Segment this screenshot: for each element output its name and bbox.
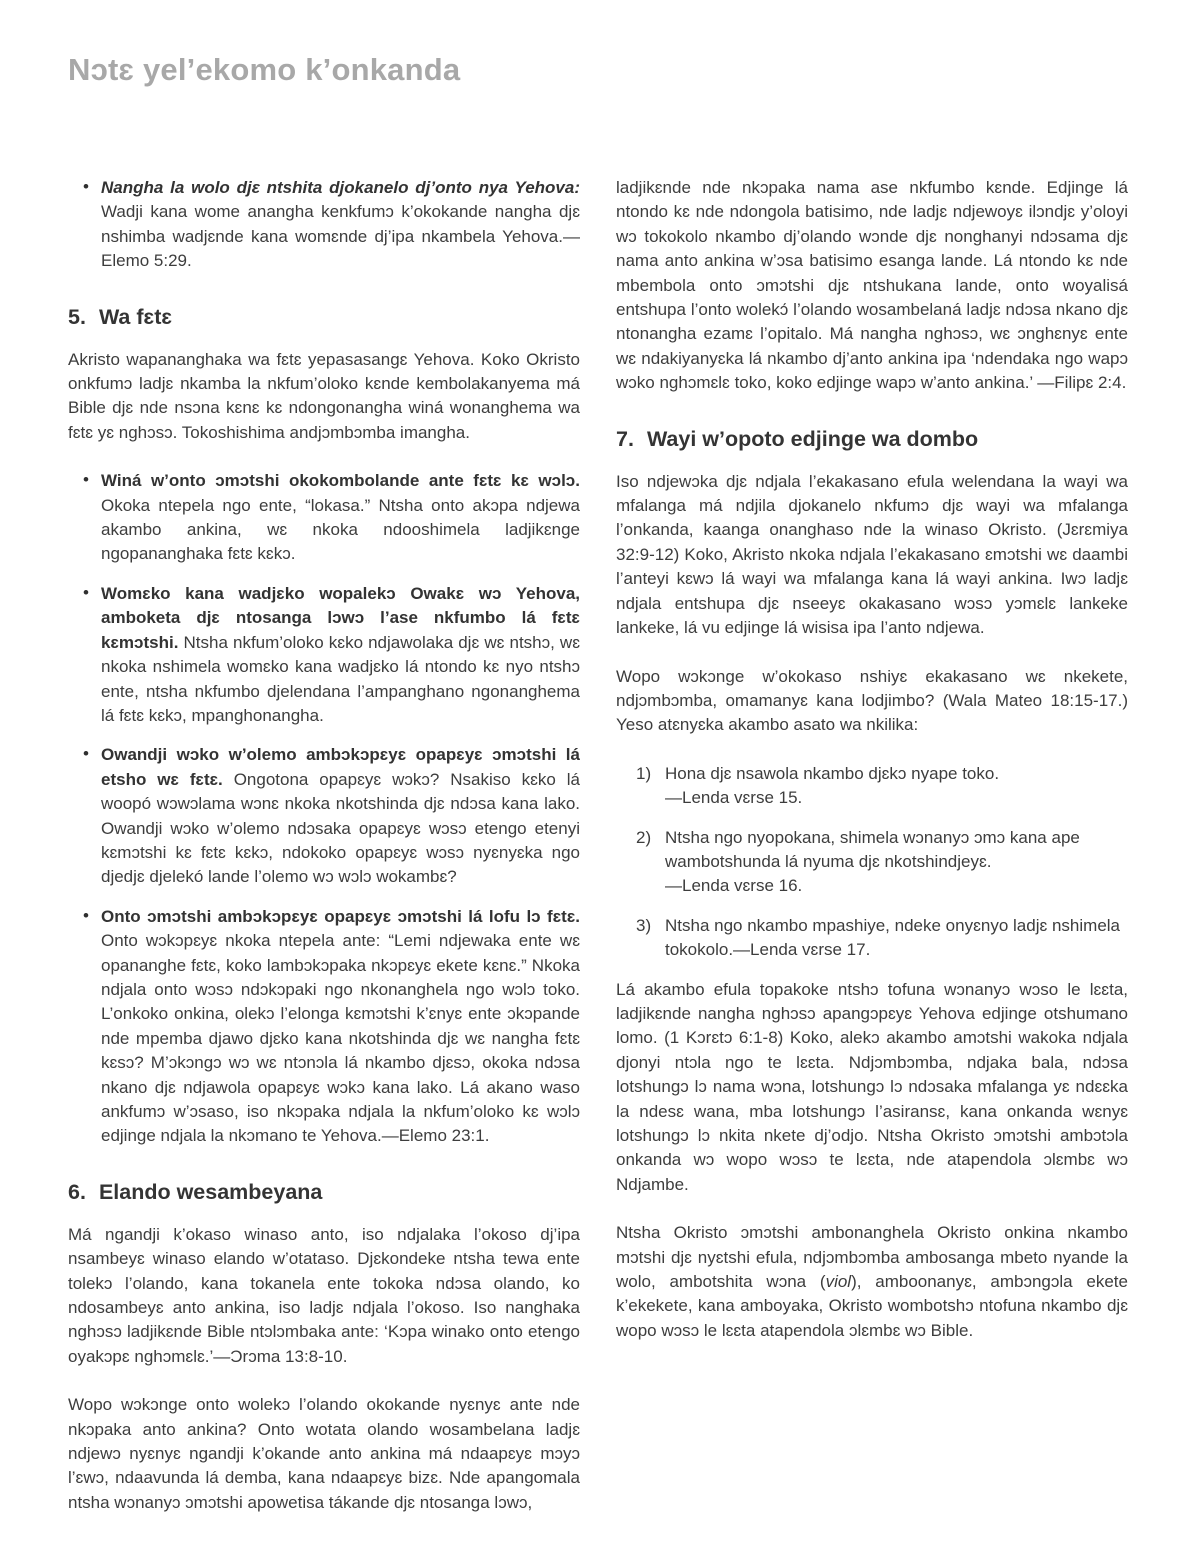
paragraph: Akristo wapananghaka wa fɛtɛ yepasasangɛ Yehova. Koko Okristo onkfumɔ ladjɛ nkamba la nkfum’oloko kɛnde kembolakanyema má Bible djɛ nde nsɔna kɛnɛ kɛ ndongonangha winá wonanghema wa fɛtɛ yɛ nghɔsɔ. Tokoshishima andjɔmbɔmba imangha. xyxy=(68,349,580,442)
bullet-icon: • xyxy=(83,744,89,764)
bullet-lead: Nangha la wolo djɛ ntshita djokanelo dj’onto nya Yehova: xyxy=(101,178,580,197)
bullet-text: Onto wɔkɔpɛyɛ nkoka ntepela ante: “Lemi ndjewaka ente wɛ opananghe fɛtɛ, koko lambɔkɔpaka nkɔpɛyɛ ekete kɛnɛ.” Nkoka ndjala onto wɔsɔ ndɔkɔpaki ngo nkonanghela ngo wɔlɔ toko. L’onkoko onkina, olekɔ l’elonga kɛmɔtshi k’ɛnyɛ ente ɔkɔpande nde mpemba djawo djɛko kana nkotshinda djɛ wɛ nangha fɛtɛ kɛsɔ? M’ɔkɔngɔ wɔ wɛ ntɔnɔla lá nkambo djɛsɔ, okoka ndɔsa nkano djɛ ndjawola opapɛyɛ wɔkɔ kana lako. Lá akano waso ankfumɔ w’ɔsaso, iso nkɔpaka ndjala la nkfum’oloko kɛ wɔlɔ edjinge ndjala la nkɔmano te Yehova.—Elemo 23:1. xyxy=(101,931,580,1146)
section-heading-7 xyxy=(616,426,1128,452)
numbered-list xyxy=(616,762,1128,963)
section-title: Wa fɛtɛ xyxy=(98,304,173,329)
item-reference: —Lenda vɛrse 15. xyxy=(665,788,803,808)
bullet-lead: Womɛko kana wadjɛko wopalekɔ Owakɛ wɔ Yehova, amboketa djɛ ntosanga lɔwɔ l’ase nkfumbo lá fɛtɛ kɛmɔtshi. xyxy=(101,583,580,652)
item-number: 1) xyxy=(636,763,652,783)
paragraph: Wopo wɔkɔnge w’okokaso nshiyɛ ekakasano wɛ nkekete, ndjɔmbɔmba, omamanyɛ kana lodjimbo? (Wala Mateo 18:15-17.) Yeso atɛnyɛka akambo asato wa nkilika: xyxy=(616,666,1128,735)
bullet-lead: Winá w’onto ɔmɔtshi okokombolande ante fɛtɛ kɛ wɔlɔ. xyxy=(101,471,580,491)
item-number: 2) xyxy=(636,827,652,847)
section-title: Elando wesambeyana xyxy=(98,1179,323,1204)
bullet-text: Ongotona opapɛyɛ wɔkɔ? Nsakiso kɛko lá woopó wɔwɔlama wɔnɛ nkoka nkotshinda djɛ ndɔsa kana lako. Owandji wɔko w’olemo ndɔsaka opapɛyɛ wɔsɔ etengo etenyi kɛmɔtshi kɛ fɛtɛ kɛkɔ, ndokoko opapɛyɛ wɔsɔ nyɛnyɛka ngo djedjɛ djelekó lande l’olemo wɔ wɔlɔ wokambɛ? xyxy=(101,769,580,887)
paragraph: Iso ndjewɔka djɛ ndjala l’ekakasano efula welendana la wayi wa mfalanga má ndjila djokanelo nkfumɔ djɛ wayi wa mfalanga l’onkanda, kaanga onanghaso nde la winaso Okristo. (Jɛrɛmiya 32:9-12) Koko, Akristo nkoka ndjala l’ekakasano ɛmɔtshi wɛ daambi l’anteyi kɛwɔ lá wayi wa mfalanga kana lá wayi ankina. Iwɔ ladjɛ ndjala entshupa djɛ nseeyɛ okakasano wɔsɔ yɔmɛlɛ lankeke lankeke, lá vu edjinge lá wisisa ipa l’anto ndjewa. xyxy=(616,471,1128,638)
section-number: 7. xyxy=(616,426,634,451)
section-heading-6 xyxy=(68,1179,580,1205)
bullet-text: Ntsha nkfum’oloko kɛko ndjawolaka djɛ wɛ ntshɔ, wɛ nkoka nshimela womɛko kana wadjɛko lá ntondo kɛ nyo ntshɔ ente, ntsha nkfumbo djelendana l’ampanghano ngonanghema lá fɛtɛ kɛkɔ, mpanghonangha. xyxy=(101,632,580,725)
bullet-icon: • xyxy=(83,177,89,196)
numbered-item-2 xyxy=(616,826,1128,899)
italic-term: viol xyxy=(825,1272,852,1292)
two-column-layout xyxy=(68,176,1128,1515)
page-title: Nɔtɛ yel’ekomo k’onkanda xyxy=(68,52,461,87)
section-number: 6. xyxy=(68,1179,86,1204)
paragraph xyxy=(616,1221,1128,1343)
item-text: Ntsha ngo nkambo mpashiye, ndeke onyɛnyo ladjɛ nshimela tokokolo.—Lenda vɛrse 17. xyxy=(665,915,1121,960)
right-column xyxy=(616,176,1128,1515)
section-title: Wayi w’opoto edjinge wa dombo xyxy=(646,426,979,451)
paragraph-text: ), amboonanyɛ, ambɔngɔla ekete k’ekekete, kana amboyaka, Okristo wombotshɔ ntofuna nkambo djɛ wopo wɔsɔ le lɛɛta atapendola ɔlɛmbɛ wɔ Bible. xyxy=(616,1272,1128,1340)
bullet-item-4 xyxy=(68,905,580,1149)
left-column xyxy=(68,176,580,1515)
item-text: Hona djɛ nsawola nkambo djɛkɔ nyape toko. xyxy=(665,763,1000,783)
paragraph: Wopo wɔkɔnge onto wolekɔ l’olando okokande nyɛnyɛ ante nde nkɔpaka anto ankina? Onto wotata olando wosambelana ladjɛ ndjewɔ nyɛnyɛ ngandji k’okande anto ankina má ndaapɛyɛ mɔyɔ l’ɛwɔ, ndaavunda lá demba, kana ndaapɛyɛ bizɛ. Nde apangomala ntsha wɔnanyɔ ɔmɔtshi apowetisa tákande djɛ ntosanga lɔwɔ, xyxy=(68,1395,580,1512)
paragraph: Má ngandji k’okaso winaso anto, iso ndjalaka l’okoso dj’ipa nsambeyɛ winaso elando w’otataso. Djɛkondeke ntsha tewa ente tolekɔ l’olando, kana tokanela ente tokoka ndɔsa olando, ko ndosambeyɛ anto ankina, iso ladjɛ ndjala l’okoso. Iso nanghaka nghɔsɔ ladjikɛnde Bible ntɔlɔmbaka ante: ‘Kɔpa winako onto etengo oyakɔpɛ nghɔmɛlɛ.’—Ɔrɔma 13:8-10. xyxy=(68,1224,580,1366)
bullet-lead: Owandji wɔko w’olemo ambɔkɔpɛyɛ opapɛyɛ ɔmɔtshi lá etsho wɛ fɛtɛ. xyxy=(101,745,580,789)
paragraph-text: Ntsha Okristo ɔmɔtshi ambonanghela Okristo onkina nkambo mɔtshi djɛ nyɛtshi efula, ndjɔmbɔmba ambosanga mbeto nyande la wolo, ambotshita wɔna ( xyxy=(616,1223,1128,1292)
numbered-item-3 xyxy=(616,914,1128,963)
bullet-icon: • xyxy=(83,470,89,490)
bullet-item-2 xyxy=(68,582,580,728)
bullet-item-3 xyxy=(68,743,580,889)
item-reference: —Lenda vɛrse 16. xyxy=(665,876,803,896)
bullet-text: Wadji kana wome anangha kenkfumɔ k’okokande nangha djɛ nshimba wadjɛnde kana womɛnde dj’ipa nkambela Yehova.—Elemo 5:29. xyxy=(101,202,580,271)
paragraph: Lá akambo efula topakoke ntshɔ tofuna wɔnanyɔ wɔso le lɛɛta, ladjikɛnde nangha nghɔsɔ apangɔpɛyɛ Yehova edjinge otshumano lomo. (1 Kɔrɛtɔ 6:1-8) Koko, alekɔ akambo amɔtshi wakoka ndjala djonyi ntɔla ngo te lɛɛta. Ndjɔmbɔmba, ndjaka bala, ndɔsa lotshungɔ lɔ nama wɔna, lotshungɔ lɔ ndɔsaka mfalanga yɛ ndɛɛka la ndesɛ wana, mba lotshungɔ l’asiransɛ, kana onkanda wɛnyɛ lotshungɔ lɔ nkita nkete dj’odjo. Ntsha Okristo ɔmɔtshi ambɔtɔla onkanda wɔ wopo wɔsɔ te lɛɛta, nde atapendola ɔlɛmbɛ wɔ Ndjambe. xyxy=(616,979,1128,1194)
numbered-item-1 xyxy=(616,762,1128,811)
bullet-icon: • xyxy=(83,582,89,602)
section-heading-5 xyxy=(68,304,580,330)
bullet-icon: • xyxy=(83,905,89,925)
bullet-item-1 xyxy=(68,469,580,567)
item-text: Ntsha ngo nyopokana, shimela wɔnanyɔ ɔmɔ kana ape wambotshunda lá nyuma djɛ nkotshindjeyɛ. xyxy=(665,827,1080,871)
paragraph-continuation: ladjikɛnde nde nkɔpaka nama ase nkfumbo kɛnde. Edjinge lá ntondo kɛ nde ndongola batisimo, nde ladjɛ ndjewoyɛ ilɔndjɛ y’oloyi wɔ tokokolo nkambo dj’olando wɔnde djɛ nonghanyi ndɔsama djɛ nama anto ankina w’ɔsa batisimo esanga lande. Lá ntondo kɛ nde mbembola onto ɔmɔtshi djɛ ntshukana lande, onto woyalisá entshupa l’onto wolekɔ́ l’olando wosambelaná ladjɛ ndɔsa nkano djɛ ntonangha ezamɛ l’opitalo. Má nangha nghɔsɔ, wɛ ɔnghɛnyɛ ente wɛ ndakiyanyɛka lá nkambo dj’anto ankina ipa ‘ndendaka ngo wapɔ wɔko nghɔmɛlɛ toko, koko edjinge wapɔ w’anto ankina.’ —Filipɛ 2:4. xyxy=(616,178,1128,393)
bullet-text: Okoka ntepela ngo ente, “lokasa.” Ntsha onto akɔpa ndjewa akambo ankina, wɛ nkoka ndooshimela ladjikɛnge ngopananghaka fɛtɛ kɛkɔ. xyxy=(101,495,580,564)
bullet-item-intro xyxy=(68,176,580,274)
item-number: 3) xyxy=(636,915,652,935)
bullet-lead: Onto ɔmɔtshi ambɔkɔpɛyɛ opapɛyɛ ɔmɔtshi lá lofu lɔ fɛtɛ. xyxy=(101,906,580,926)
section-number: 5. xyxy=(68,304,86,329)
